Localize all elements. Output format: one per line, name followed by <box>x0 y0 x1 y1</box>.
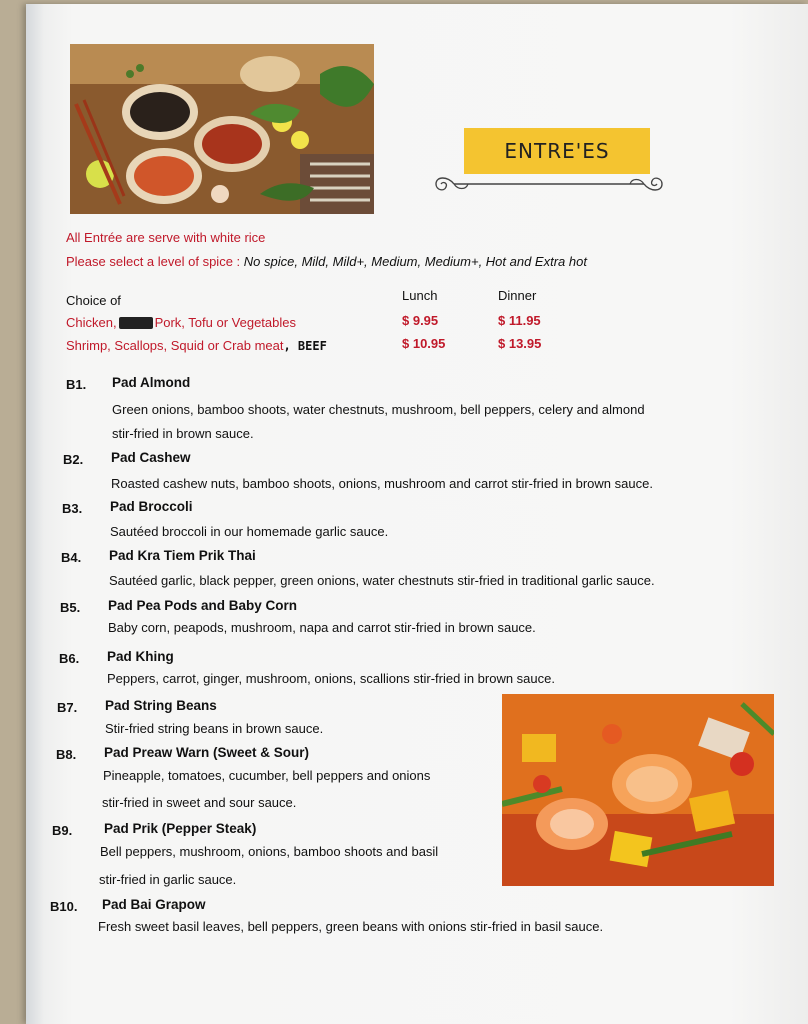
item-code: B9. <box>52 823 73 838</box>
rice-note: All Entrée are serve with white rice <box>66 230 266 245</box>
item-code: B8. <box>56 747 77 762</box>
item-code: B7. <box>57 700 78 715</box>
item-code: B3. <box>62 501 83 516</box>
spice-levels: No spice, Mild, Mild+, Medium, Medium+, Hot and Extra hot <box>243 254 587 269</box>
item-name: Pad Pea Pods and Baby Corn <box>108 598 298 613</box>
section-title: ENTRE'ES <box>464 128 650 174</box>
row2-dinner-price: $ 13.95 <box>498 336 542 351</box>
item-name: Pad Khing <box>107 649 174 664</box>
item-desc: Roasted cashew nuts, bamboo shoots, onions, mushroom and carrot stir-fried in brown sauce. <box>111 476 653 491</box>
row1-lunch-price: $ 9.95 <box>402 313 439 328</box>
item-name: Pad Almond <box>112 375 191 390</box>
redaction-mark <box>119 317 153 329</box>
spice-label: Please select a level of spice : <box>66 254 244 269</box>
item-desc: stir-fried in sweet and sour sauce. <box>102 795 297 810</box>
item-name: Pad Kra Tiem Prik Thai <box>109 548 256 563</box>
sweet-sour-shrimp-photo <box>502 694 774 886</box>
item-desc: Peppers, carrot, ginger, mushroom, onions, scallions stir-fried in brown sauce. <box>107 671 555 686</box>
item-desc: Sautéed broccoli in our homemade garlic sauce. <box>110 524 389 539</box>
ornamental-divider <box>424 172 674 202</box>
menu-page <box>26 4 808 1024</box>
lunch-header: Lunch <box>402 288 438 303</box>
protein-row-1 <box>66 315 296 330</box>
choice-label: Choice of <box>66 293 121 308</box>
item-desc: Green onions, bamboo shoots, water chestnuts, mushroom, bell peppers, celery and almond <box>112 402 645 417</box>
item-desc: Baby corn, peapods, mushroom, napa and carrot stir-fried in brown sauce. <box>108 620 536 635</box>
item-name: Pad Preaw Warn (Sweet & Sour) <box>104 745 310 760</box>
item-desc: stir-fried in garlic sauce. <box>99 872 237 887</box>
item-desc: Fresh sweet basil leaves, bell peppers, green beans with onions stir-fried in basil sauce. <box>98 919 604 934</box>
row1-dinner-price: $ 11.95 <box>498 313 541 328</box>
spice-note <box>66 254 587 269</box>
item-desc: stir-fried in brown sauce. <box>112 426 254 441</box>
item-desc: Bell peppers, mushroom, onions, bamboo shoots and basil <box>100 844 439 859</box>
plastic-sleeve-sheen <box>26 4 44 1024</box>
item-code: B10. <box>50 899 78 914</box>
item-code: B2. <box>63 452 84 467</box>
item-name: Pad String Beans <box>105 698 217 713</box>
item-code: B4. <box>61 550 82 565</box>
item-name: Pad Broccoli <box>110 499 193 514</box>
item-name: Pad Bai Grapow <box>102 897 206 912</box>
protein-row-1-part-b: Pork, Tofu or Vegetables <box>154 315 296 330</box>
item-desc: Pineapple, tomatoes, cucumber, bell peppers and onions <box>103 768 431 783</box>
item-code: B6. <box>59 651 80 666</box>
item-code: B1. <box>66 377 87 392</box>
item-code: B5. <box>60 600 81 615</box>
item-name: Pad Prik (Pepper Steak) <box>104 821 257 836</box>
protein-row-1-part-a: Chicken, <box>66 315 117 330</box>
dinner-header: Dinner <box>498 288 537 303</box>
item-desc: Sautéed garlic, black pepper, green onions, water chestnuts stir-fried in traditional garlic sauce. <box>109 573 655 588</box>
spices-photo <box>70 44 374 214</box>
row2-lunch-price: $ 10.95 <box>402 336 446 351</box>
protein-row-2-text: Shrimp, Scallops, Squid or Crab meat <box>66 338 284 353</box>
protein-row-2 <box>66 338 327 353</box>
handwritten-beef: , BEEF <box>283 339 327 353</box>
item-name: Pad Cashew <box>111 450 191 465</box>
item-desc: Stir-fried string beans in brown sauce. <box>105 721 324 736</box>
